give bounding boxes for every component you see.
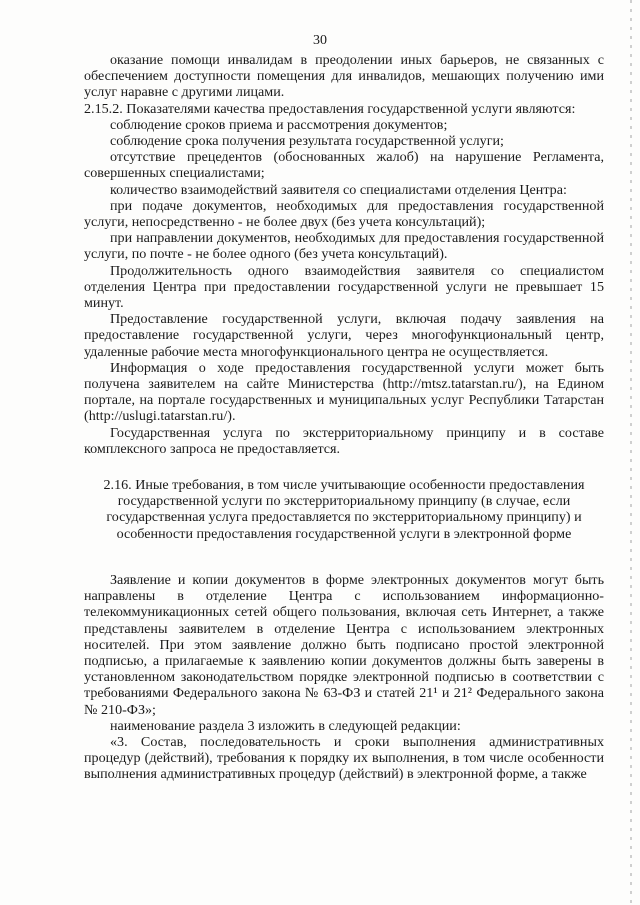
paragraph: Государственная услуга по экстерриториальному принципу и в составе комплексного запроса не предоставляется. <box>84 424 604 457</box>
spacer <box>84 542 604 572</box>
paragraph: количество взаимодействий заявителя со специалистами отделения Центра: <box>110 181 567 198</box>
paragraph: наименование раздела 3 изложить в следующей редакции: <box>110 717 461 734</box>
paragraph: оказание помощи инвалидам в преодолении иных барьеров, не связанных с обеспечением доступности помещения для инвалидов, мешающих получению ими услуг наравне с другими лицами. <box>84 52 604 101</box>
paragraph: «3. Состав, последовательность и сроки выполнения административных процедур (действий), требования к порядку их выполнения, в том числе особенности выполнения административных процедур (действий) в электронной форме, а также <box>84 733 604 783</box>
paragraph: Заявление и копии документов в форме электронных документов могут быть направлены в отделение Центра с использованием информационно-телекоммуникационных сетей общего пользования, включая сеть Интернет, а также представлены заявителем в отделение Центра с использованием электронных носителей. При этом заявление должно быть подписано простой электронной подписью, а прилагаемые к заявлению копии документов должны быть заверены в установленном законодательством порядке электронной подписью в соответствии с требованиями Федерального закона № 63-ФЗ и статей 21¹ и 21² Федерального закона № 210-ФЗ»; <box>84 571 604 718</box>
paragraph: при подаче документов, необходимых для предоставления государственной услуги, непосредственно - не более двух (без учета консультаций); <box>84 197 604 231</box>
paragraph: соблюдение срока получения результата государственной услуги; <box>110 133 504 150</box>
paragraph: соблюдение сроков приема и рассмотрения документов; <box>110 116 448 133</box>
paragraph: отсутствие прецедентов (обоснованных жалоб) на нарушение Регламента, совершенных специалистами; <box>84 149 604 182</box>
page-number: 30 <box>313 33 327 48</box>
scan-edge-mark <box>630 0 632 905</box>
spacer <box>84 457 604 473</box>
section-heading: 2.16. Иные требования, в том числе учитывающие особенности предоставления государственной услуги по экстерриториальному принципу (в случае, если государственная услуга предоставляется по экстерриториальному принципу) и особенности предоставления государственной услуги в электронной форме <box>103 477 585 542</box>
document-body <box>84 52 604 783</box>
paragraph: при направлении документов, необходимых для предоставления государственной услуги, по почте - не более одного (без учета консультаций). <box>84 230 604 263</box>
paragraph: Продолжительность одного взаимодействия заявителя со специалистом отделения Центра при предоставлении государственной услуги не превышает 15 минут. <box>84 262 604 312</box>
paragraphs-before <box>84 52 604 457</box>
paragraph: Информация о ходе предоставления государственной услуги может быть получена заявителем на сайте Министерства (http://mtsz.tatarstan.ru/), на Едином портале, на портале государственных и муниципальных услуг Республики Татарстан (http://uslugi.tatarstan.ru/). <box>84 359 604 425</box>
paragraph: Предоставление государственной услуги, включая подачу заявления на предоставление государственной услуги, через многофункциональный центр, удаленные рабочие места многофункционального центра не осуществляется. <box>84 311 604 360</box>
paragraph: 2.15.2. Показателями качества предоставления государственной услуги являются: <box>84 100 576 117</box>
paragraphs-after <box>84 572 604 783</box>
